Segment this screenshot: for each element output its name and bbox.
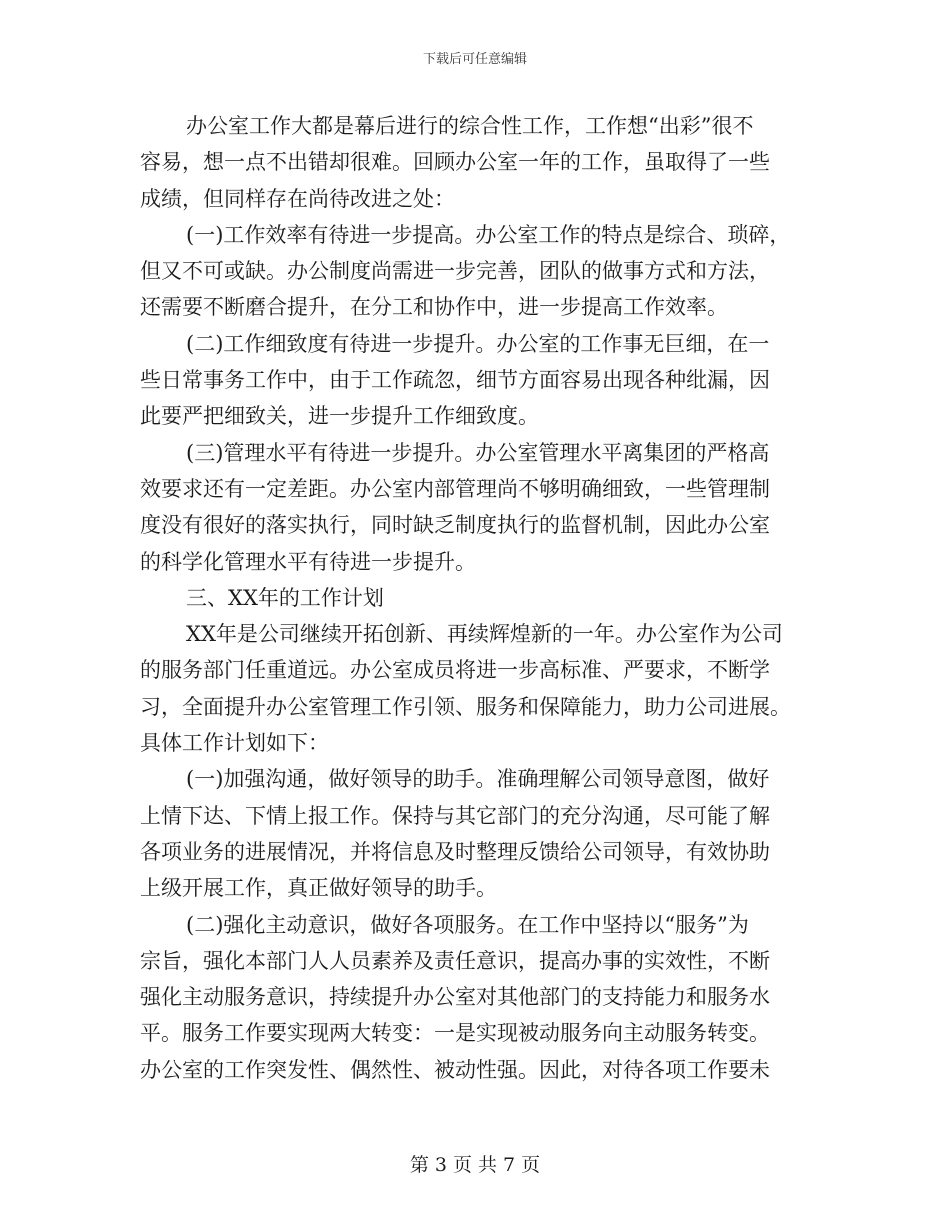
text-line: 宗旨，强化本部门人人员素养及责任意识，提高办事的实效性，不断: [140, 948, 770, 973]
text-line: 度没有很好的落实执行，同时缺乏制度执行的监督机制，因此办公室: [140, 513, 770, 538]
text-line: (一)工作效率有待进一步提高。办公室工作的特点是综合、琐碎，: [186, 222, 791, 247]
page-footer: 第 3 页 共 7 页: [409, 1154, 541, 1176]
section-heading: 三、XX年的工作计划: [186, 585, 384, 610]
page-header: 下载后可任意编辑: [422, 52, 527, 67]
text-line: 办公室工作大都是幕后进行的综合性工作，工作想“出彩”很不: [186, 114, 754, 138]
text-line: 上级开展工作，真正做好领导的助手。: [140, 876, 497, 901]
text-line: 还需要不断磨合提升，在分工和协作中，进一步提高工作效率。: [140, 295, 728, 320]
text-line: 各项业务的进展情况，并将信息及时整理反馈给公司领导，有效协助: [140, 839, 770, 864]
text-line: 此要严把细致关，进一步提升工作细致度。: [140, 404, 539, 429]
text-line: 但又不可或缺。办公制度尚需进一步完善，团队的做事方式和方法，: [140, 259, 770, 284]
text-line: (一)加强沟通，做好领导的助手。准确理解公司领导意图，做好: [186, 767, 770, 792]
text-line: 成绩，但同样存在尚待改进之处：: [140, 186, 455, 211]
text-line: 办公室的工作突发性、偶然性、被动性强。因此，对待各项工作要未: [140, 1057, 770, 1082]
text-line: 容易，想一点不出错却很难。回顾办公室一年的工作，虽取得了一些: [140, 150, 770, 175]
text-line: 平。服务工作要实现两大转变：一是实现被动服务向主动服务转变。: [140, 1021, 770, 1046]
text-line: 强化主动服务意识，持续提升办公室对其他部门的支持能力和服务水: [140, 985, 770, 1010]
text-line: 具体工作计划如下：: [140, 731, 329, 756]
document-body: [140, 108, 810, 1088]
text-line: 习，全面提升办公室管理工作引领、服务和保障能力，助力公司进展。: [140, 694, 791, 719]
text-line: 的服务部门任重道远。办公室成员将进一步高标准、严要求，不断学: [140, 658, 770, 683]
text-line: (三)管理水平有待进一步提升。办公室管理水平离集团的严格高: [186, 440, 770, 465]
text-line: XX年是公司继续开拓创新、再续辉煌新的一年。办公室作为公司: [186, 622, 783, 647]
text-line: 的科学化管理水平有待进一步提升。: [140, 549, 476, 574]
text-line: (二)工作细致度有待进一步提升。办公室的工作事无巨细，在一: [186, 331, 770, 356]
text-line: 上情下达、下情上报工作。保持与其它部门的充分沟通，尽可能了解: [140, 803, 770, 828]
text-line: 些日常事务工作中，由于工作疏忽，细节方面容易出现各种纰漏，因: [140, 368, 770, 393]
text-line: (二)强化主动意识，做好各项服务。在工作中坚持以“服务”为: [186, 912, 749, 937]
text-line: 效要求还有一定差距。办公室内部管理尚不够明确细致，一些管理制: [140, 476, 770, 501]
